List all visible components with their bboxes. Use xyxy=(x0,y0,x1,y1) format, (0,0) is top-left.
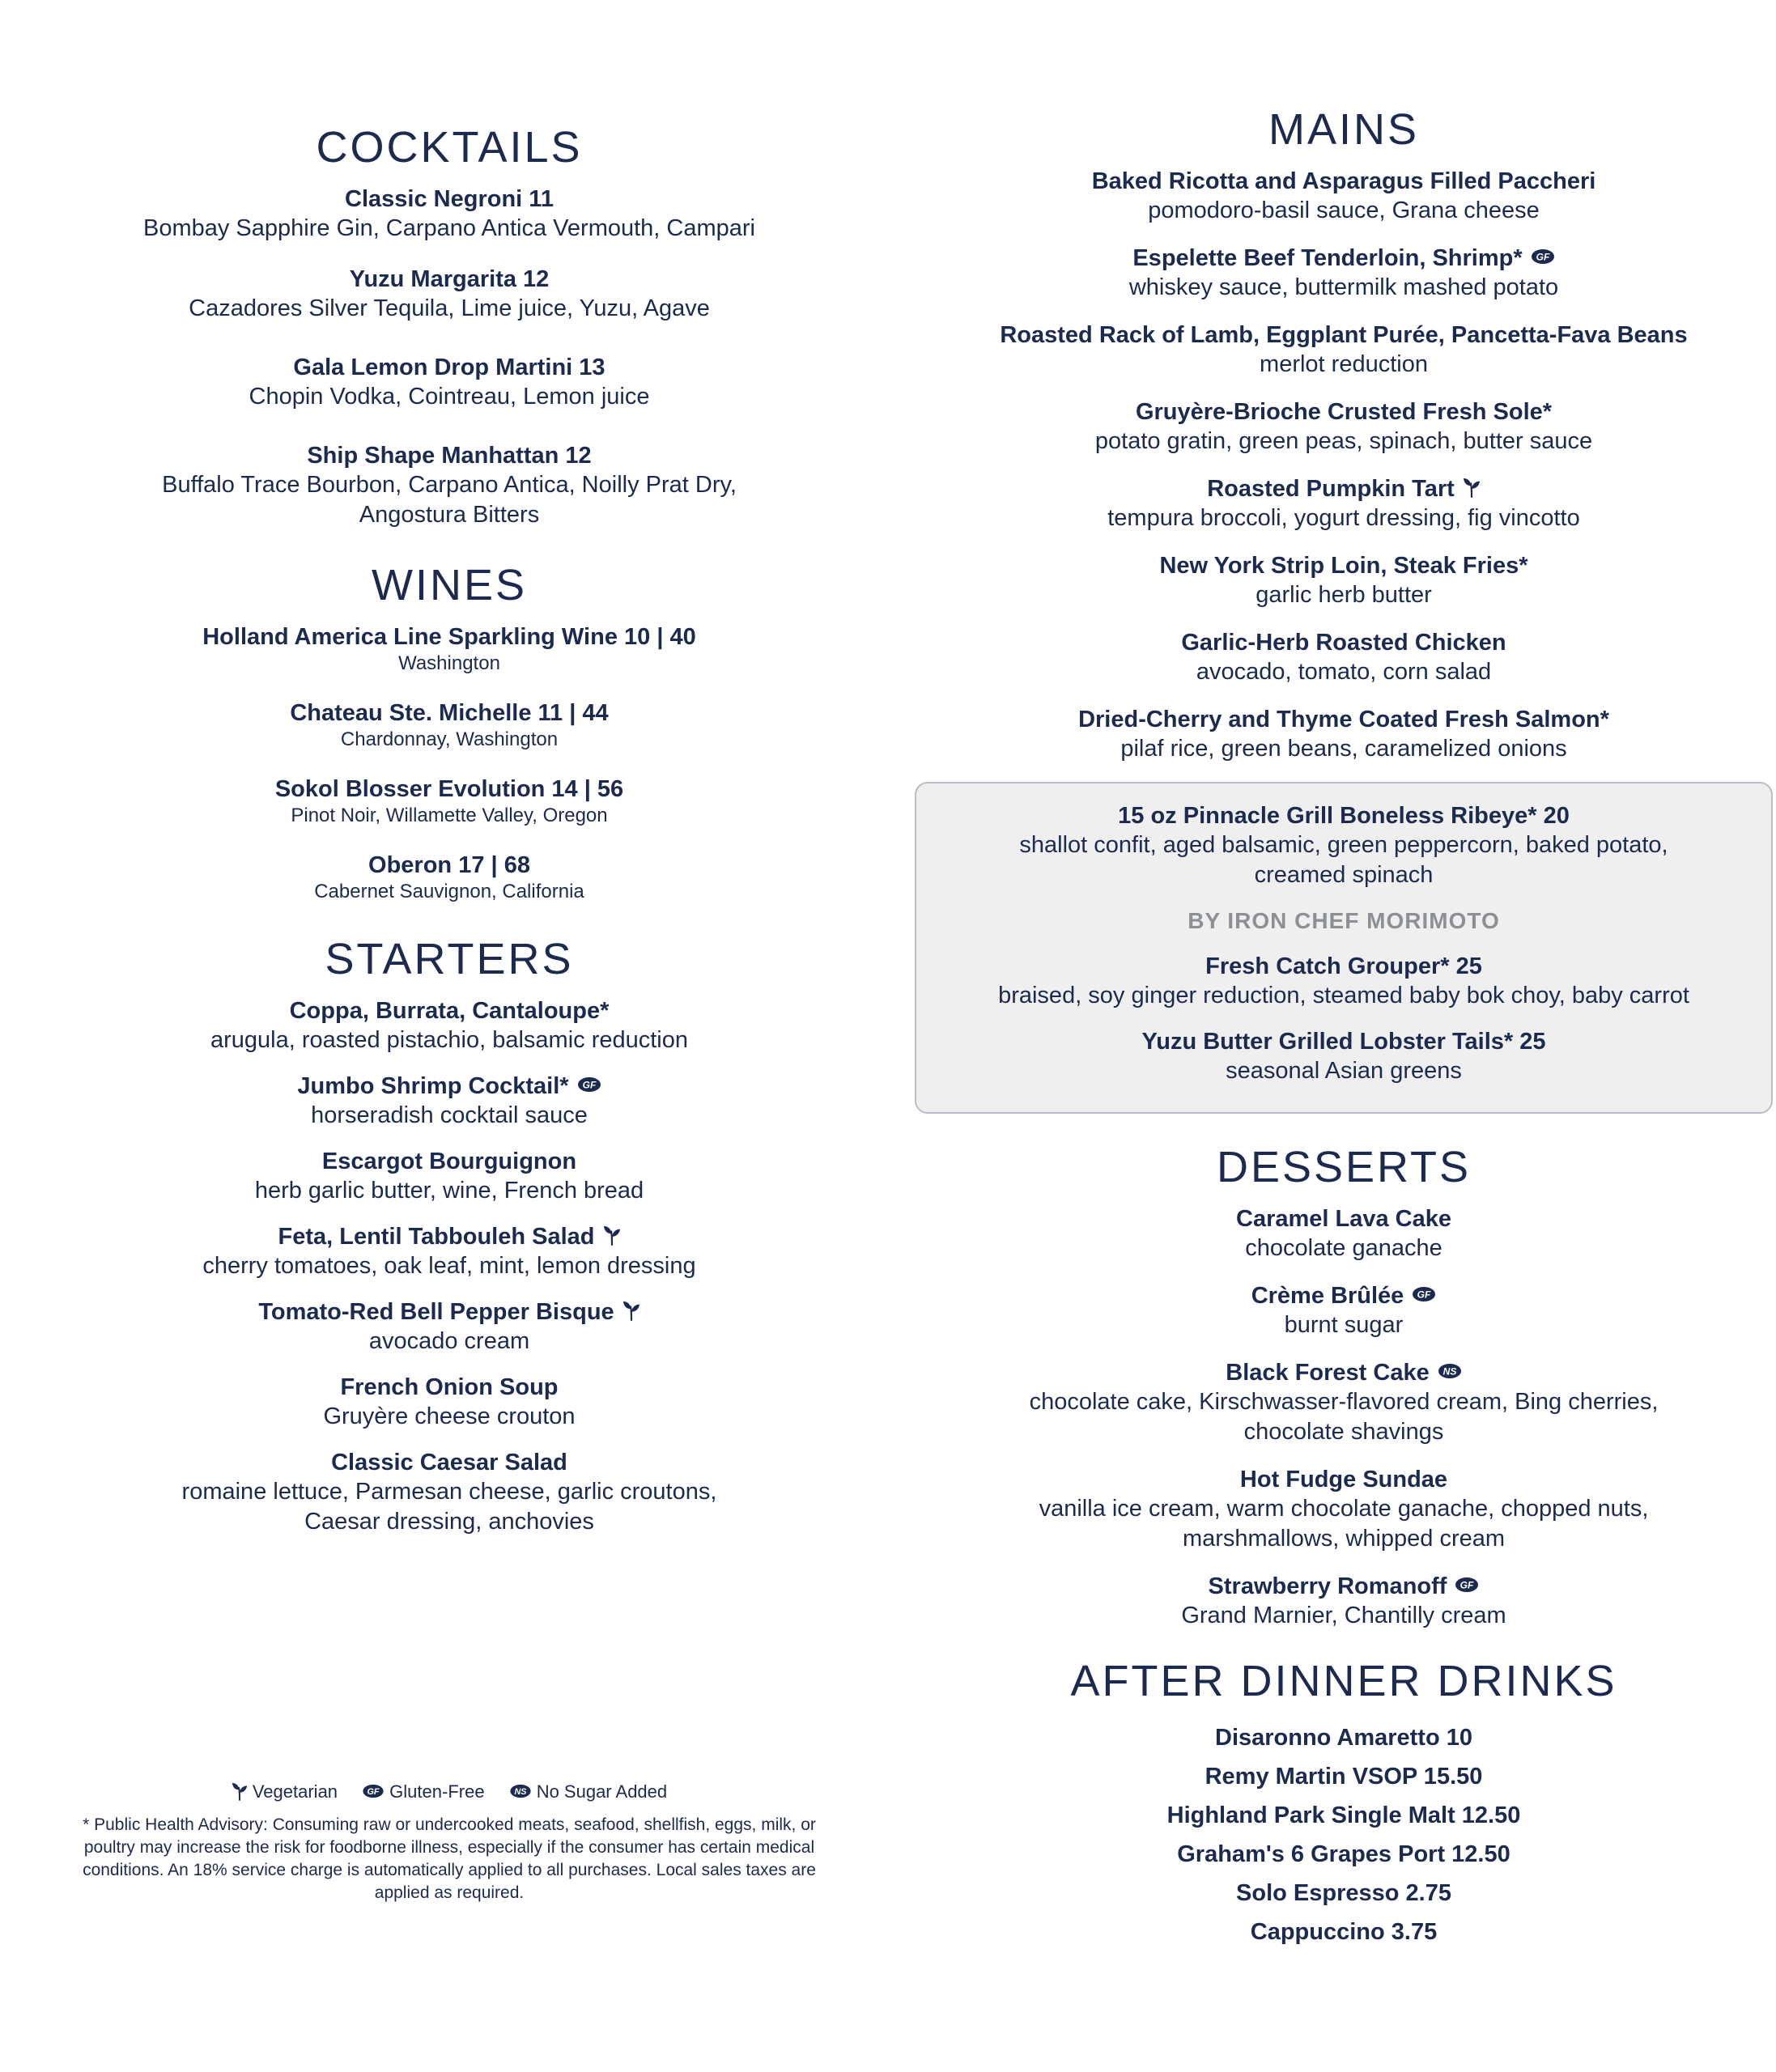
cocktails-title: COCKTAILS xyxy=(316,123,583,172)
drink-item: Highland Park Single Malt 12.50 xyxy=(1166,1802,1521,1828)
drink-item: Graham's 6 Grapes Port 12.50 xyxy=(1177,1841,1510,1867)
item-desc: chocolate ganache xyxy=(1245,1235,1442,1261)
item-name: Tomato-Red Bell Pepper Bisque xyxy=(258,1299,614,1325)
menu-item xyxy=(915,167,1773,226)
menu-item xyxy=(915,1465,1773,1554)
menu-item xyxy=(915,551,1773,610)
wines-title: WINES xyxy=(371,561,527,609)
gf-badge-text: GF xyxy=(1417,1289,1431,1301)
gf-badge-text: GF xyxy=(1536,251,1549,263)
item-desc: herb garlic butter, wine, French bread xyxy=(254,1178,644,1204)
menu-item xyxy=(49,698,850,752)
item-desc: garlic herb butter xyxy=(1256,582,1432,608)
item-name-row xyxy=(915,474,1773,503)
health-advisory xyxy=(65,1814,834,1904)
item-desc: pilaf rice, green beans, caramelized onions xyxy=(1120,736,1567,762)
legend-row xyxy=(65,1781,834,1802)
advisory-line: conditions. An 18% service charge is automatically applied to all purchases. Local sales taxes are xyxy=(83,1861,816,1880)
gluten-free-icon xyxy=(1412,1286,1436,1302)
item-name: Yuzu Margarita 12 xyxy=(349,266,550,292)
item-name-row xyxy=(915,1281,1773,1310)
no-sugar-icon xyxy=(1438,1363,1462,1379)
menu-item xyxy=(915,628,1773,687)
mains-title: MAINS xyxy=(1268,105,1420,154)
gluten-free-icon xyxy=(1455,1577,1479,1593)
item-name: Fresh Catch Grouper* 25 xyxy=(1205,953,1482,979)
item-desc: Caesar dressing, anchovies xyxy=(304,1509,594,1535)
item-desc: cherry tomatoes, oak leaf, mint, lemon dressing xyxy=(202,1253,696,1279)
menu-item xyxy=(49,1072,850,1131)
item-name: Feta, Lentil Tabbouleh Salad xyxy=(278,1224,595,1250)
drink-item: Solo Espresso 2.75 xyxy=(1236,1880,1451,1906)
chef-label: BY IRON CHEF MORIMOTO xyxy=(1188,908,1500,933)
item-name: Classic Negroni 11 xyxy=(345,186,554,212)
right-column xyxy=(915,104,1773,1951)
item-name: Gruyère-Brioche Crusted Fresh Sole* xyxy=(1135,399,1553,425)
item-name: Roasted Rack of Lamb, Eggplant Purée, Pancetta-Fava Beans xyxy=(1000,322,1688,348)
menu-item xyxy=(49,1373,850,1432)
after-dinner-title: AFTER DINNER DRINKS xyxy=(1070,1657,1617,1705)
advisory-line: applied as required. xyxy=(374,1883,525,1903)
item-name: 15 oz Pinnacle Grill Boneless Ribeye* 20 xyxy=(1118,803,1570,829)
ns-badge-text: NS xyxy=(514,1787,527,1798)
item-name: Gala Lemon Drop Martini 13 xyxy=(293,355,605,380)
item-desc: Chopin Vodka, Cointreau, Lemon juice xyxy=(249,384,650,410)
menu-item xyxy=(915,397,1773,456)
item-desc: Grand Marnier, Chantilly cream xyxy=(1181,1603,1506,1628)
item-desc: whiskey sauce, buttermilk mashed potato xyxy=(1128,274,1559,300)
item-name: Holland America Line Sparkling Wine 10 | 40 xyxy=(202,624,696,650)
item-name: Classic Caesar Salad xyxy=(331,1450,567,1475)
premium-selections-box xyxy=(915,782,1773,1114)
no-sugar-icon xyxy=(509,1784,532,1798)
menu-item xyxy=(49,441,850,530)
menu-item xyxy=(49,1297,850,1357)
item-desc: Cabernet Sauvignon, California xyxy=(314,881,584,902)
item-name: Coppa, Burrata, Cantaloupe* xyxy=(289,998,610,1024)
item-desc: shallot confit, aged balsamic, green peppercorn, baked potato, xyxy=(1019,832,1668,858)
item-name: Dried-Cherry and Thyme Coated Fresh Salmon* xyxy=(1078,707,1609,732)
item-desc: Buffalo Trace Bourbon, Carpano Antica, Noilly Prat Dry, xyxy=(162,472,737,498)
desserts-section xyxy=(915,1141,1773,1631)
item-desc: Cazadores Silver Tequila, Lime juice, Yuzu, Agave xyxy=(189,295,710,321)
gf-badge-text: GF xyxy=(582,1079,596,1091)
legend-gluten-free-label: Gluten-Free xyxy=(389,1781,485,1802)
item-desc: Chardonnay, Washington xyxy=(340,728,559,750)
menu-item xyxy=(49,1448,850,1537)
menu-item xyxy=(915,321,1773,380)
item-desc: Washington xyxy=(398,652,500,674)
drink-item: Remy Martin VSOP 15.50 xyxy=(1205,1764,1483,1790)
desserts-title: DESSERTS xyxy=(1216,1143,1472,1191)
menu-item xyxy=(49,1222,850,1281)
item-name: Roasted Pumpkin Tart xyxy=(1207,476,1455,502)
left-column xyxy=(49,121,850,1553)
gluten-free-icon xyxy=(362,1784,385,1798)
menu-item xyxy=(915,244,1773,303)
cocktails-section xyxy=(49,121,850,530)
ns-badge-text: NS xyxy=(1442,1365,1457,1378)
item-name: Crème Brûlée xyxy=(1251,1283,1404,1309)
item-name: Garlic-Herb Roasted Chicken xyxy=(1181,630,1506,656)
item-name: Ship Shape Manhattan 12 xyxy=(307,443,592,469)
menu-item xyxy=(926,801,1761,890)
item-desc: vanilla ice cream, warm chocolate ganache, chopped nuts, xyxy=(1039,1496,1649,1522)
item-name-row xyxy=(915,1358,1773,1387)
item-name: Caramel Lava Cake xyxy=(1236,1206,1451,1232)
item-name: Black Forest Cake xyxy=(1226,1360,1430,1386)
item-desc: seasonal Asian greens xyxy=(1226,1058,1462,1084)
menu-item xyxy=(49,775,850,828)
menu-item xyxy=(915,1572,1773,1631)
advisory-line: * Public Health Advisory: Consuming raw or undercooked meats, seafood, shellfish, eggs, milk, or xyxy=(83,1815,816,1835)
menu-item xyxy=(49,622,850,676)
item-name: Strawberry Romanoff xyxy=(1208,1573,1447,1599)
item-desc: Gruyère cheese crouton xyxy=(323,1403,576,1429)
item-desc: braised, soy ginger reduction, steamed baby bok choy, baby carrot xyxy=(998,983,1689,1008)
gluten-free-icon xyxy=(577,1076,601,1093)
advisory-line: poultry may increase the risk for foodborne illness, especially if the consumer has certain medical xyxy=(83,1838,815,1858)
gf-badge-text: GF xyxy=(1460,1579,1474,1591)
menu-item xyxy=(49,185,850,244)
item-name: Jumbo Shrimp Cocktail* xyxy=(297,1073,569,1099)
item-name: Escargot Bourguignon xyxy=(321,1149,577,1174)
item-desc: tempura broccoli, yogurt dressing, fig vincotto xyxy=(1107,505,1580,531)
wines-section xyxy=(49,559,850,904)
menu-item xyxy=(926,952,1761,1011)
item-desc: potato gratin, green peas, spinach, butter sauce xyxy=(1094,428,1593,454)
item-desc: avocado cream xyxy=(368,1328,530,1354)
legend-no-sugar-label: No Sugar Added xyxy=(536,1781,668,1802)
item-desc: horseradish cocktail sauce xyxy=(311,1102,588,1128)
item-desc: romaine lettuce, Parmesan cheese, garlic croutons, xyxy=(181,1479,717,1505)
item-desc: Angostura Bitters xyxy=(359,502,540,528)
item-desc: burnt sugar xyxy=(1284,1312,1404,1338)
gf-badge-text: GF xyxy=(367,1787,380,1798)
item-desc: chocolate cake, Kirschwasser-flavored cream, Bing cherries, xyxy=(1029,1389,1659,1415)
item-desc: creamed spinach xyxy=(1254,862,1434,888)
item-desc: marshmallows, whipped cream xyxy=(1182,1526,1506,1552)
item-desc: Pinot Noir, Willamette Valley, Oregon xyxy=(291,805,608,826)
item-name: Baked Ricotta and Asparagus Filled Paccheri xyxy=(1091,168,1596,194)
drink-item: Disaronno Amaretto 10 xyxy=(1215,1725,1472,1751)
menu-item xyxy=(915,474,1773,533)
after-dinner-section xyxy=(915,1655,1773,1951)
mains-section xyxy=(915,104,1773,1114)
menu-item xyxy=(915,1281,1773,1340)
item-name-row xyxy=(915,244,1773,273)
menu-item xyxy=(926,1027,1761,1086)
legend-footer xyxy=(65,1781,834,1904)
menu-item xyxy=(49,1147,850,1206)
vegetarian-icon xyxy=(622,1300,640,1321)
item-name: Chateau Ste. Michelle 11 | 44 xyxy=(290,700,609,726)
item-desc: arugula, roasted pistachio, balsamic reduction xyxy=(210,1027,688,1053)
item-name: Hot Fudge Sundae xyxy=(1239,1467,1448,1492)
menu-item xyxy=(49,265,850,324)
vegetarian-icon xyxy=(603,1225,621,1246)
legend-vegetarian-label: Vegetarian xyxy=(252,1781,338,1802)
item-name-row xyxy=(49,1297,850,1327)
vegetarian-icon xyxy=(1463,477,1481,498)
gluten-free-icon xyxy=(1531,248,1555,265)
item-name: Espelette Beef Tenderloin, Shrimp* xyxy=(1132,245,1523,271)
legend-no-sugar xyxy=(509,1781,667,1802)
menu-item xyxy=(49,996,850,1055)
item-name-row xyxy=(49,1072,850,1101)
item-desc: merlot reduction xyxy=(1260,351,1428,377)
item-name: French Onion Soup xyxy=(340,1374,559,1400)
menu-item xyxy=(915,1204,1773,1263)
menu-item xyxy=(915,705,1773,764)
starters-title: STARTERS xyxy=(325,935,574,983)
item-name: Yuzu Butter Grilled Lobster Tails* 25 xyxy=(1141,1029,1546,1055)
vegetarian-icon xyxy=(232,1781,248,1801)
item-name: Oberon 17 | 68 xyxy=(368,852,530,878)
item-name: Sokol Blosser Evolution 14 | 56 xyxy=(274,776,624,802)
menu-item xyxy=(49,353,850,412)
item-desc: avocado, tomato, corn salad xyxy=(1196,659,1492,685)
legend-gluten-free xyxy=(362,1781,484,1802)
menu-item xyxy=(915,1358,1773,1447)
menu-item xyxy=(49,851,850,904)
drink-item: Cappuccino 3.75 xyxy=(1250,1919,1438,1945)
item-name: New York Strip Loin, Steak Fries* xyxy=(1159,553,1528,579)
item-name-row xyxy=(915,1572,1773,1601)
starters-section xyxy=(49,933,850,1537)
item-desc: chocolate shavings xyxy=(1243,1419,1444,1445)
item-desc: pomodoro-basil sauce, Grana cheese xyxy=(1148,197,1540,223)
item-name-row xyxy=(49,1222,850,1251)
legend-vegetarian xyxy=(232,1781,338,1802)
item-desc: Bombay Sapphire Gin, Carpano Antica Vermouth, Campari xyxy=(142,215,755,241)
